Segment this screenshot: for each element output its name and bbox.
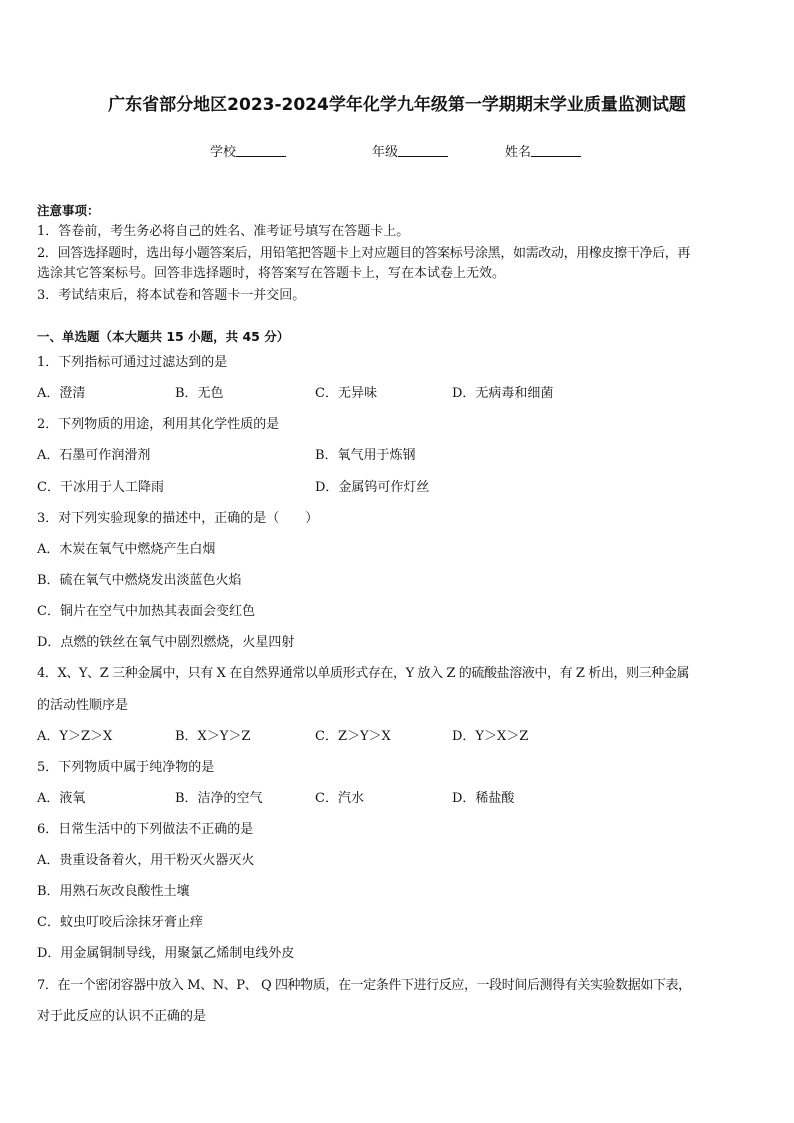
question-stem: 7．在一个密闭容器中放入 M、N、P、 Q 四种物质，在一定条件下进行反应，一段时间后测得有关实验数据如下表， [37,978,691,993]
question-stem: 3．对下列实验现象的描述中，正确的是（ ） [37,511,319,526]
school-blank [236,144,286,157]
option-a: A．Y＞Z＞X [37,729,113,744]
option-c: C．铜片在空气中加热其表面会变红色 [37,604,255,619]
option-b: B．用熟石灰改良酸性土壤 [37,884,190,899]
option-d: D．稀盐酸 [452,791,515,806]
notice-item: 选涂其它答案标号。回答非选择题时，将答案写在答题卡上，写在本试卷上无效。 [37,266,506,281]
option-c: C．干冰用于人工降雨 [37,480,164,495]
notice-item: 1．答卷前，考生务必将自己的姓名、准考证号填写在答题卡上。 [37,224,410,239]
option-d: D．点燃的铁丝在氧气中剧烈燃烧，火星四射 [37,635,295,650]
option-a: A．液氧 [37,791,86,806]
notice-heading: 注意事项： [37,203,100,218]
question-stem: 1．下列指标可通过过滤达到的是 [37,355,228,370]
question-stem: 2．下列物质的用途，利用其化学性质的是 [37,417,280,432]
option-c: C．蚊虫叮咬后涂抹牙膏止痒 [37,915,203,930]
option-c: C．Z＞Y＞X [315,729,391,744]
option-d: D．无病毒和细菌 [452,386,554,401]
option-b: B．硫在氧气中燃烧发出淡蓝色火焰 [37,573,242,588]
school-field [210,141,286,160]
name-field [505,141,581,160]
option-d: D．Y＞X＞Z [452,729,529,744]
option-d: D．金属钨可作灯丝 [315,480,430,495]
question-stem-continued: 对于此反应的认识不正确的是 [37,1009,207,1024]
option-a: A．石墨可作润滑剂 [37,448,151,463]
page-title: 广东省部分地区2023-2024学年化学九年级第一学期期末学业质量监测试题 [108,95,686,115]
school-label: 学校 [210,145,237,160]
name-blank [531,144,581,157]
option-a: A．贵重设备着火，用干粉灭火器灭火 [37,853,255,868]
option-d: D．用金属铜制导线，用聚氯乙烯制电线外皮 [37,946,295,961]
question-stem: 4．X、Y、Z 三种金属中，只有 X 在自然界通常以单质形式存在，Y 放入 Z 的硫酸盐溶液中，有 Z 析出，则三种金属 [37,666,690,681]
option-a: A．澄清 [37,386,86,401]
grade-field [372,141,448,160]
notice-item: 2．回答选择题时，选出每小题答案后，用铅笔把答题卡上对应题目的答案标号涂黑，如需改动，用橡皮擦干净后，再 [37,246,691,261]
option-b: B．无色 [175,386,224,401]
option-b: B．氧气用于炼钢 [315,448,416,463]
option-c: C．无异味 [315,386,377,401]
grade-blank [398,144,448,157]
name-label: 姓名 [505,145,532,160]
grade-label: 年级 [372,145,399,160]
notice-item: 3．考试结束后，将本试卷和答题卡一并交回。 [37,288,306,303]
question-stem: 6．日常生活中的下列做法不正确的是 [37,822,254,837]
question-stem: 5．下列物质中属于纯净物的是 [37,760,215,775]
option-c: C．汽水 [315,791,364,806]
option-b: B．洁净的空气 [175,791,263,806]
question-stem-continued: 的活动性顺序是 [37,698,129,713]
option-b: B．X＞Y＞Z [175,729,251,744]
section-heading: 一、单选题（本大题共 15 小题，共 45 分） [37,329,290,344]
option-a: A．木炭在氧气中燃烧产生白烟 [37,542,216,557]
